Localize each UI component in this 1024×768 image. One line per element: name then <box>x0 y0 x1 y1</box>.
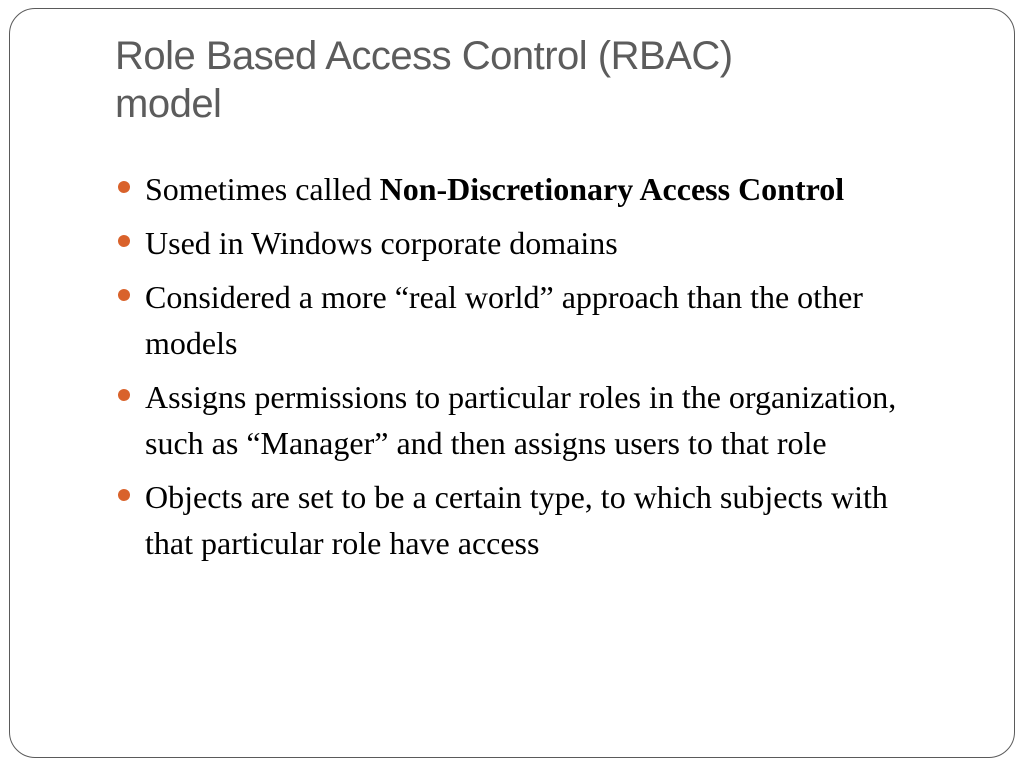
bullet-list <box>115 166 935 574</box>
bullet-text: Used in Windows corporate domains <box>145 225 618 261</box>
bullet-item <box>115 166 935 212</box>
bullet-item <box>115 274 935 366</box>
bullet-dot-icon <box>118 181 130 193</box>
slide-title <box>115 32 975 128</box>
bullet-text: Considered a more “real world” approach than the other models <box>145 279 863 361</box>
slide-title-line-1: Role Based Access Control (RBAC) <box>115 34 733 78</box>
bullet-dot-icon <box>118 389 130 401</box>
slide-title-line-2: model <box>115 82 222 126</box>
bullet-text: Assigns permissions to particular roles in the organization, such as “Manager” and then assigns users to that role <box>145 379 897 461</box>
bullet-text: Objects are set to be a certain type, to which subjects with that particular role have access <box>145 479 888 561</box>
bullet-dot-icon <box>118 289 130 301</box>
bullet-bold-text: Non-Discretionary Access Control <box>379 171 845 207</box>
bullet-item <box>115 374 935 466</box>
bullet-dot-icon <box>118 235 130 247</box>
bullet-item <box>115 220 935 266</box>
bullet-text: Sometimes called <box>145 171 380 207</box>
bullet-dot-icon <box>118 489 130 501</box>
bullet-item <box>115 474 935 566</box>
